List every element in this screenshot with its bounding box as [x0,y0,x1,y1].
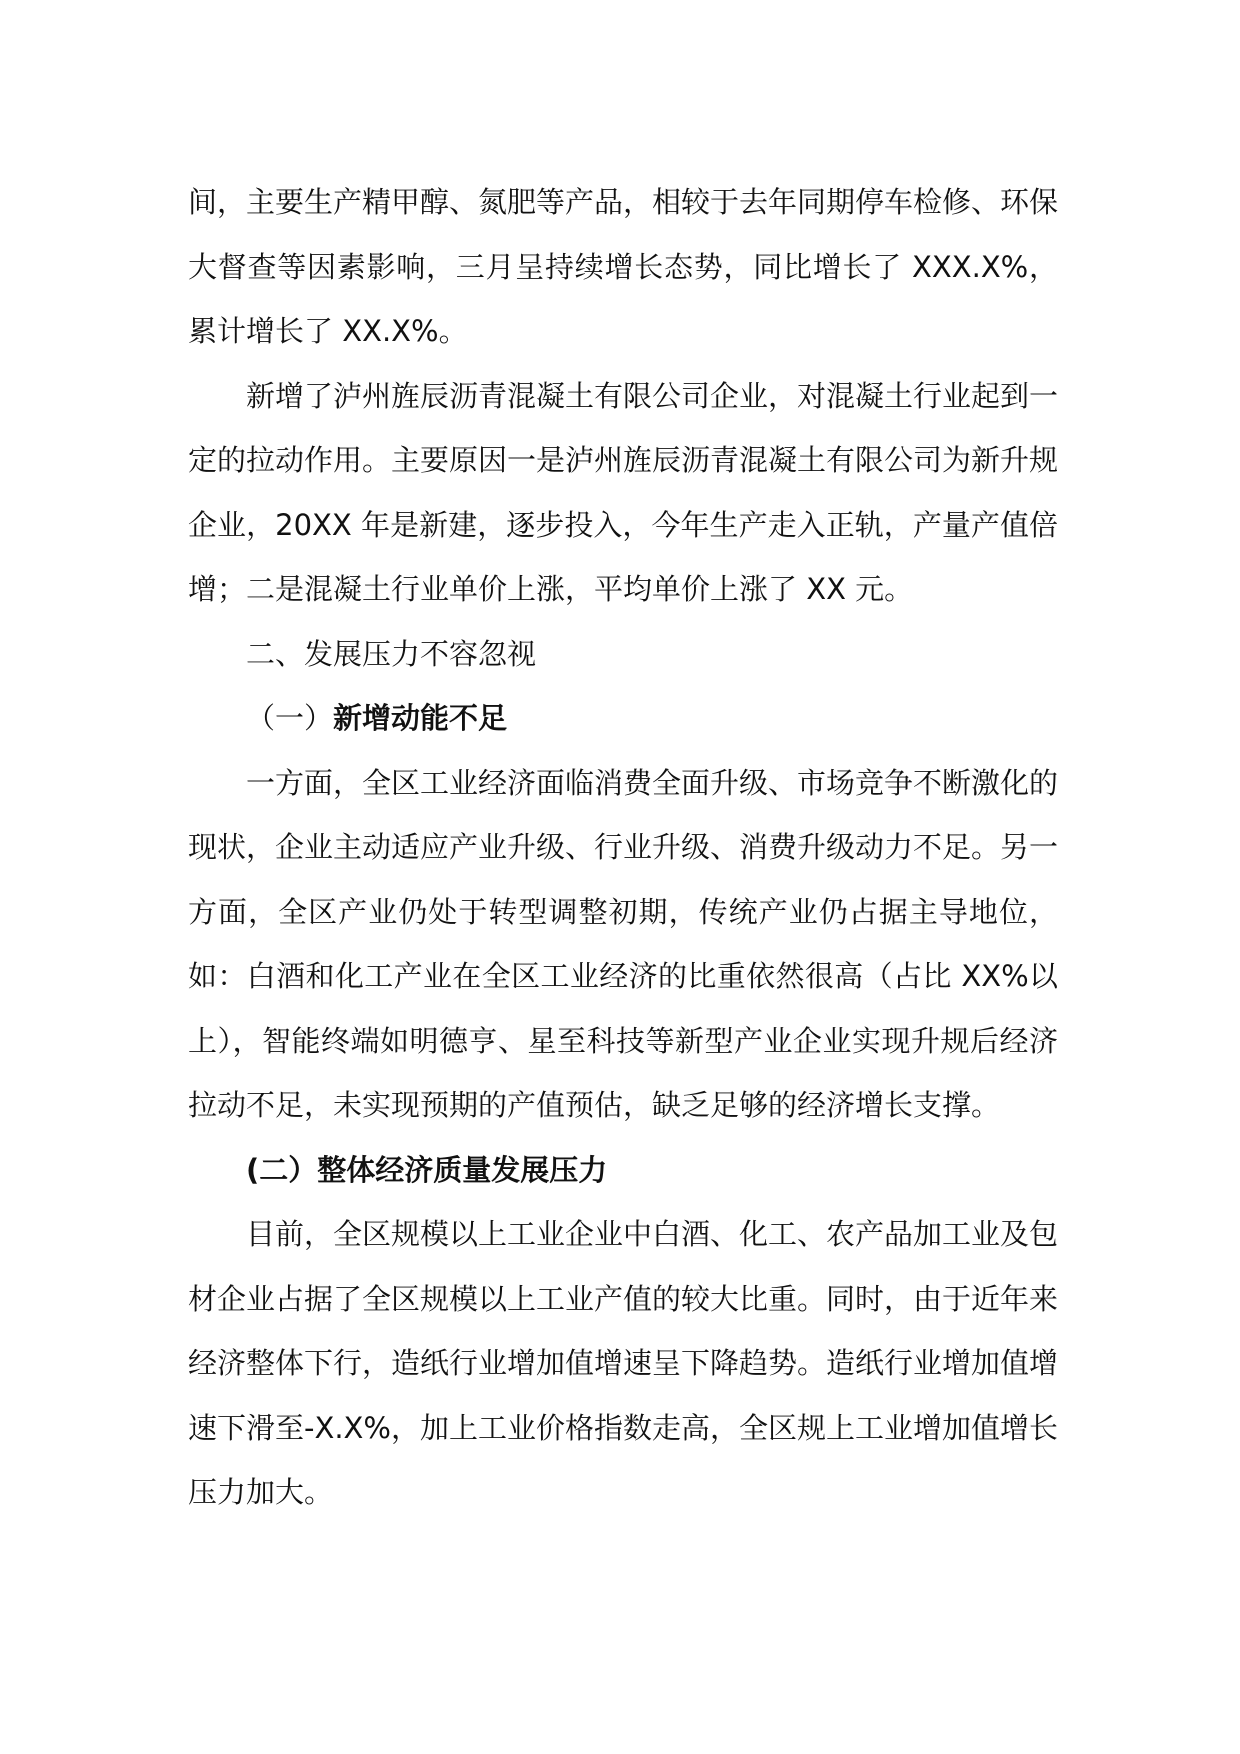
paragraph-new-momentum: 一方面，全区工业经济面临消费全面升级、市场竞争不断激化的现状，企业主动适应产业升级、行业升级、消费升级动力不足。另一方面，全区产业仍处于转型调整初期，传统产业仍占据主导地位，如：白酒和化工产业在全区工业经济的比重依然很高（占比 XX%以上），智能终端如明德亨、星至科技等新型产业企业实现升规后经济拉动不足，未实现预期的产值预估，缺乏足够的经济增长支撑。 [188,765,1059,1122]
document-body [188,170,1058,1525]
subsection-heading-1 [188,686,1058,751]
subsection-heading-1-title: 新增动能不足 [333,701,508,735]
paragraph-continuation: 间，主要生产精甲醇、氮肥等产品，相较于去年同期停车检修、环保大督查等因素影响，三月呈持续增长态势，同比增长了 XXX.X%，累计增长了 XX.X%。 [188,185,1059,348]
subsection-heading-1-prefix: （一） [246,701,334,735]
section-heading-development-pressure: 二、发展压力不容忽视 [246,636,537,671]
subsection-heading-2: (二）整体经济质量发展压力 [246,1152,608,1187]
paragraph-economic-quality: 目前，全区规模以上工业企业中白酒、化工、农产品加工业及包材企业占据了全区规模以上工业产值的较大比重。同时，由于近年来经济整体下行，造纸行业增加值增速呈下降趋势。造纸行业增加值增速下滑至-X.X%，加上工业价格指数走高，全区规上工业增加值增长压力加大。 [188,1217,1059,1509]
paragraph-new-enterprise: 新增了泸州旌辰沥青混凝土有限公司企业，对混凝土行业起到一定的拉动作用。主要原因一是泸州旌辰沥青混凝土有限公司为新升规企业，20XX 年是新建，逐步投入，今年生产走入正轨，产量产值倍增；二是混凝土行业单价上涨，平均单价上涨了 XX 元。 [188,378,1059,606]
